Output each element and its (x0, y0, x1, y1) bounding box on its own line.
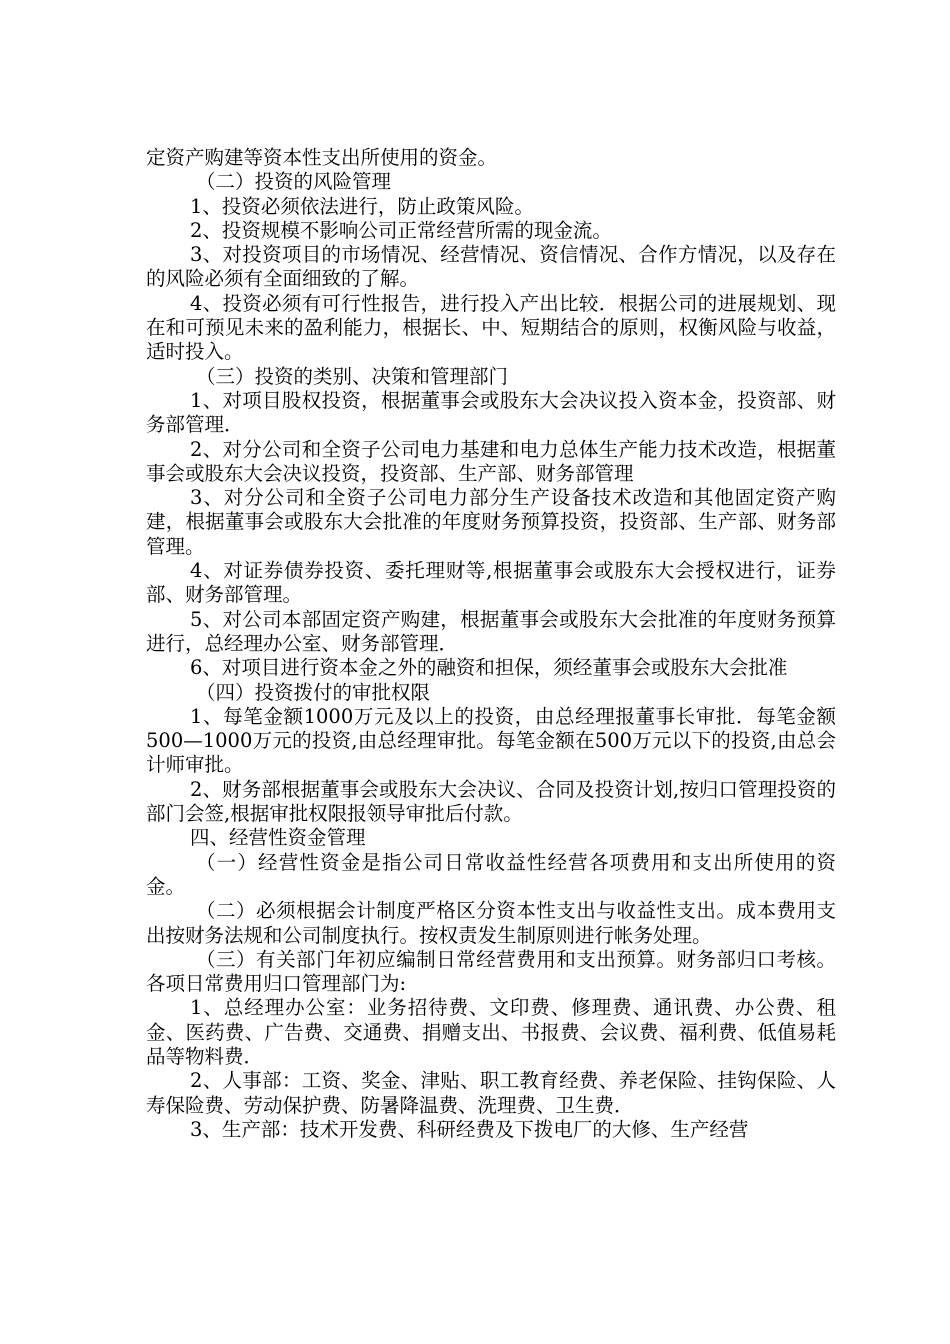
list-item: （三）有关部门年初应编制日常经营费用和支出预算。财务部归口考核。各项日常费用归口管理部门为: (146, 947, 836, 996)
section-heading-categories: （三）投资的类别、决策和管理部门 (196, 364, 509, 388)
section-heading-approval: （四）投资拨付的审批权限 (196, 680, 431, 704)
list-item: 3、对分公司和全资子公司电力部分生产设备技术改造和其他固定资产购建，根据董事会或股东大会批准的年度财务预算投资，投资部、生产部、财务部管理。 (146, 486, 836, 558)
list-item: 2、人事部：工资、奖金、津贴、职工教育经费、养老保险、挂钩保险、人寿保险费、劳动保护费、防暑降温费、洗理费、卫生费． (146, 1069, 836, 1117)
list-item: （二）必须根据会计制度严格区分资本性支出与收益性支出。成本费用支出按财务法规和公司制度执行。按权责发生制原则进行帐务处理。 (146, 899, 836, 947)
list-item: 1、投资必须依法进行，防止政策风险。 (190, 194, 534, 218)
list-item: 5、对公司本部固定资产购建，根据董事会或股东大会批准的年度财务预算进行，总经理办公室、财务部管理． (146, 607, 836, 655)
list-item: 1、总经理办公室：业务招待费、文印费、修理费、通讯费、办公费、租金、医药费、广告费、交通费、捐赠支出、书报费、会议费、福利费、低值易耗品等物料费． (146, 996, 836, 1068)
list-item: 6、对项目进行资本金之外的融资和担保，须经董事会或股东大会批准 (190, 656, 788, 680)
paragraph-continuation: 定资产购建等资本性支出所使用的资金。 (146, 146, 498, 169)
list-item: 2、对分公司和全资子公司电力基建和电力总体生产能力技术改造，根据董事会或股东大会决议投资，投资部、生产部、财务部管理 (146, 437, 836, 485)
list-item: 2、财务部根据董事会或股东大会决议、合同及投资计划,按归口管理投资的部门会签,根据审批权限报领导审批后付款。 (146, 777, 836, 826)
list-item: 4、对证券债券投资、委托理财等,根据董事会或股东大会授权进行，证券部、财务部管理。 (146, 559, 836, 607)
list-item: 1、对项目股权投资，根据董事会或股东大会决议投入资本金，投资部、财务部管理． (146, 388, 836, 437)
list-item: 4、投资必须有可行性报告，进行投入产出比较．根据公司的进展规划、现在和可预见未来的盈利能力，根据长、中、短期结合的原则，权衡风险与收益，适时投入。 (146, 291, 836, 364)
list-item: 3、生产部：技术开发费、科研经费及下拨电厂的大修、生产经营 (190, 1117, 749, 1141)
chapter-heading-operating-funds: 四、经营性资金管理 (190, 826, 366, 850)
document-body (146, 146, 836, 1142)
list-item: 1、每笔金额1000万元及以上的投资，由总经理报董事长审批．每笔金额500—1000万元的投资,由总经理审批。每笔金额在500万元以下的投资,由总会计师审批。 (146, 704, 836, 777)
section-heading-risk: （二）投资的风险管理 (196, 170, 392, 194)
list-item: （一）经营性资金是指公司日常收益性经营各项费用和支出所使用的资金。 (146, 850, 836, 898)
list-item: 3、对投资项目的市场情况、经营情况、资信情况、合作方情况，以及存在的风险必须有全面细致的了解。 (146, 243, 836, 291)
list-item: 2、投资规模不影响公司正常经营所需的现金流。 (190, 218, 612, 242)
